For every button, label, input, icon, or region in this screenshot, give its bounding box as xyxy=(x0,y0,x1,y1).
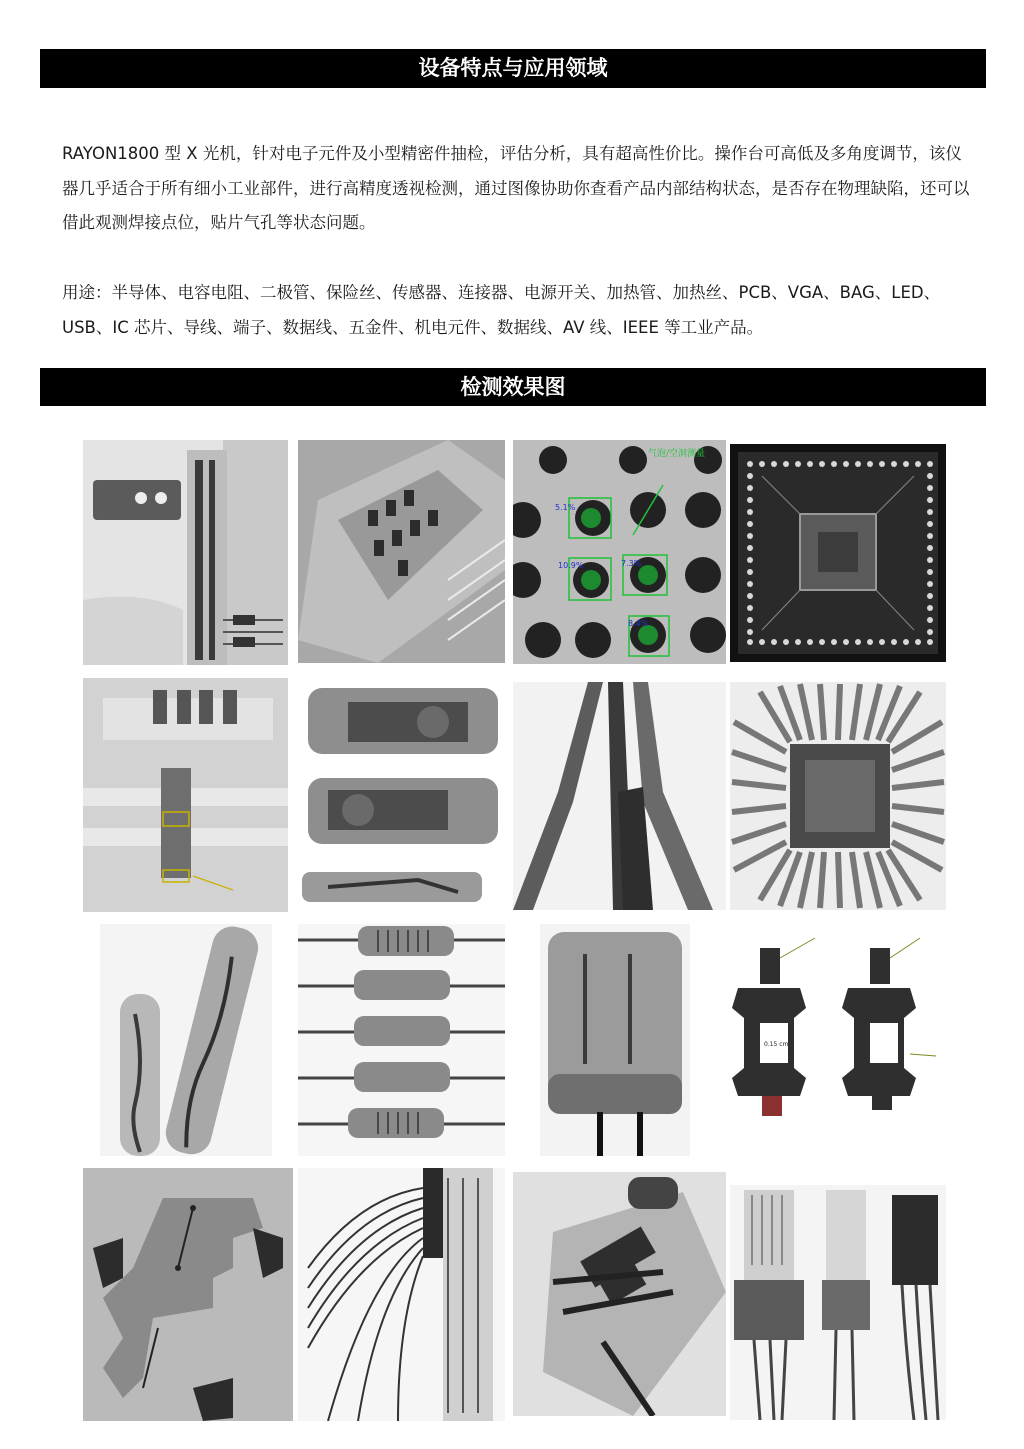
power-switch-xray xyxy=(298,682,505,912)
section-title-features: 设备特点与应用领域 xyxy=(418,56,608,80)
bga-package-xray xyxy=(730,444,946,662)
cable-plug-xray xyxy=(513,1172,726,1416)
qfp-chip-xray xyxy=(730,682,946,910)
section-header-features xyxy=(40,49,986,88)
inductor-coil-xray xyxy=(298,924,505,1156)
glass-fuse-xray xyxy=(100,924,272,1156)
wire-harness-xray xyxy=(513,682,726,910)
section-title-results: 检测效果图 xyxy=(460,375,566,399)
bga-void-analysis-xray xyxy=(513,440,726,664)
void-label-3: 7.3% xyxy=(621,559,642,568)
chip-component-xray xyxy=(298,440,505,663)
measure-label: 0.15 cm xyxy=(764,1041,789,1048)
usb-lightning-connector-xray xyxy=(730,1185,946,1420)
electrolytic-capacitor-xray xyxy=(540,924,690,1156)
section-header-results xyxy=(40,368,986,406)
metal-terminal-xray xyxy=(83,1168,293,1421)
terminal-measurement-xray xyxy=(730,928,946,1156)
void-label-4: 8.4% xyxy=(628,619,649,628)
flat-cable-connector-xray xyxy=(298,1168,505,1421)
void-label-2: 10.9% xyxy=(558,561,584,570)
smd-resistor-xray xyxy=(83,678,288,912)
void-label-1: 5.1% xyxy=(555,503,576,512)
void-measure-caption: 气泡/空洞测量 xyxy=(648,449,706,459)
usage-paragraph: 用途：半导体、电容电阻、二极管、保险丝、传感器、连接器、电源开关、加热管、加热丝、PCB、VGA、BAG、LED、USB、IC 芯片、导线、端子、数据线、五金件、机电元件、数据线、AV 线、IEEE 等工业产品。 xyxy=(62,283,941,337)
intro-paragraph: RAYON1800 型 X 光机，针对电子元件及小型精密件抽检，评估分析，具有超高性价比。操作台可高低及多角度调节，该仪器几乎适合于所有细小工业部件，进行高精度透视检测，通过图像协助你查看产品内部结构状态，是否存在物理缺陷，还可以借此观测焊接点位，贴片气孔等状态问题。 xyxy=(62,144,970,232)
pcb-connector-xray xyxy=(83,440,288,665)
